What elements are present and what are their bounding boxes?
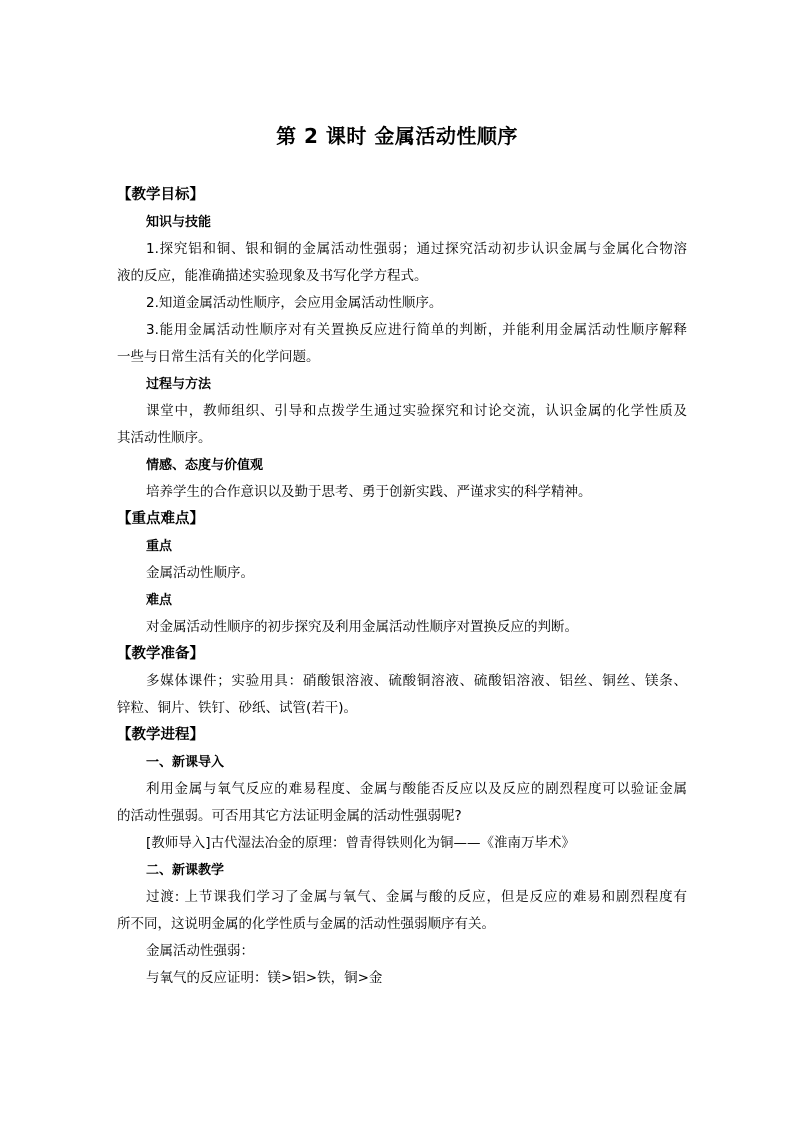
subheading-difficulty: 难点 [146,593,173,608]
paragraph-preparation-line1: 多媒体课件；实验用具：硝酸银溶液、硫酸铜溶液、硫酸铝溶液、铝丝、铜丝、镁条、 [146,673,687,689]
subheading-intro: 一、新课导入 [146,755,225,770]
subheading-new-lesson: 二、新课教学 [146,863,225,878]
subheading-process-method: 过程与方法 [146,377,212,392]
subheading-key: 重点 [146,539,173,554]
paragraph-process-line2: 其活动性顺序。 [117,430,212,446]
subheading-emotion: 情感、态度与价值观 [146,458,264,473]
paragraph-oxygen: 与氧气的反应证明：镁>铝>铁，铜>金 [146,970,383,986]
paragraph-process-line1: 课堂中，教师组织、引导和点拨学生通过实验探究和讨论交流，认识金属的化学性质及 [146,403,687,419]
section-heading-preparation: 【教学准备】 [117,646,204,662]
document-body [117,182,687,992]
paragraph-transition-line2: 所不同，这说明金属的化学性质与金属的活动性强弱顺序有关。 [117,916,495,932]
section-heading-process: 【教学进程】 [117,727,204,743]
paragraph-k3-line1: 3.能用金属活动性顺序对有关置换反应进行简单的判断，并能利用金属活动性顺序解释 [146,322,687,338]
paragraph-k3-line2: 一些与日常生活有关的化学问题。 [117,349,320,365]
paragraph-intro-line2: 的活动性强弱。可否用其它方法证明金属的活动性强弱呢? [117,808,462,824]
paragraph-teacher-intro: [教师导入]古代湿法冶金的原理：曾青得铁则化为铜——《淮南万毕术》 [146,835,576,851]
paragraph-key: 金属活动性顺序。 [146,565,254,581]
paragraph-strength: 金属活动性强弱： [146,943,254,959]
paragraph-intro-line1: 利用金属与氧气反应的难易程度、金属与酸能否反应以及反应的剧烈程度可以验证金属 [146,781,687,797]
paragraph-k2: 2.知道金属活动性顺序，会应用金属活动性顺序。 [146,295,443,311]
section-heading-objectives: 【教学目标】 [117,187,204,203]
paragraph-k1-line2: 液的反应，能准确描述实验现象及书写化学方程式。 [117,268,428,284]
section-heading-key-points: 【重点难点】 [117,511,204,527]
paragraph-preparation-line2: 锌粒、铜片、铁钉、砂纸、试管(若干)。 [117,700,358,716]
paragraph-transition-line1: 过渡: 上节课我们学习了金属与氧气、金属与酸的反应，但是反应的难易和剧烈程度有 [146,889,687,905]
page-title: 第 2 课时 金属活动性顺序 [276,124,518,148]
paragraph-difficulty: 对金属活动性顺序的初步探究及利用金属活动性顺序对置换反应的判断。 [146,619,578,635]
paragraph-k1-line1: 1.探究铝和铜、银和铜的金属活动性强弱；通过探究活动初步认识金属与金属化合物溶 [146,241,687,257]
subheading-knowledge: 知识与技能 [146,215,212,230]
paragraph-emotion: 培养学生的合作意识以及勤于思考、勇于创新实践、严谨求实的科学精神。 [146,484,592,500]
